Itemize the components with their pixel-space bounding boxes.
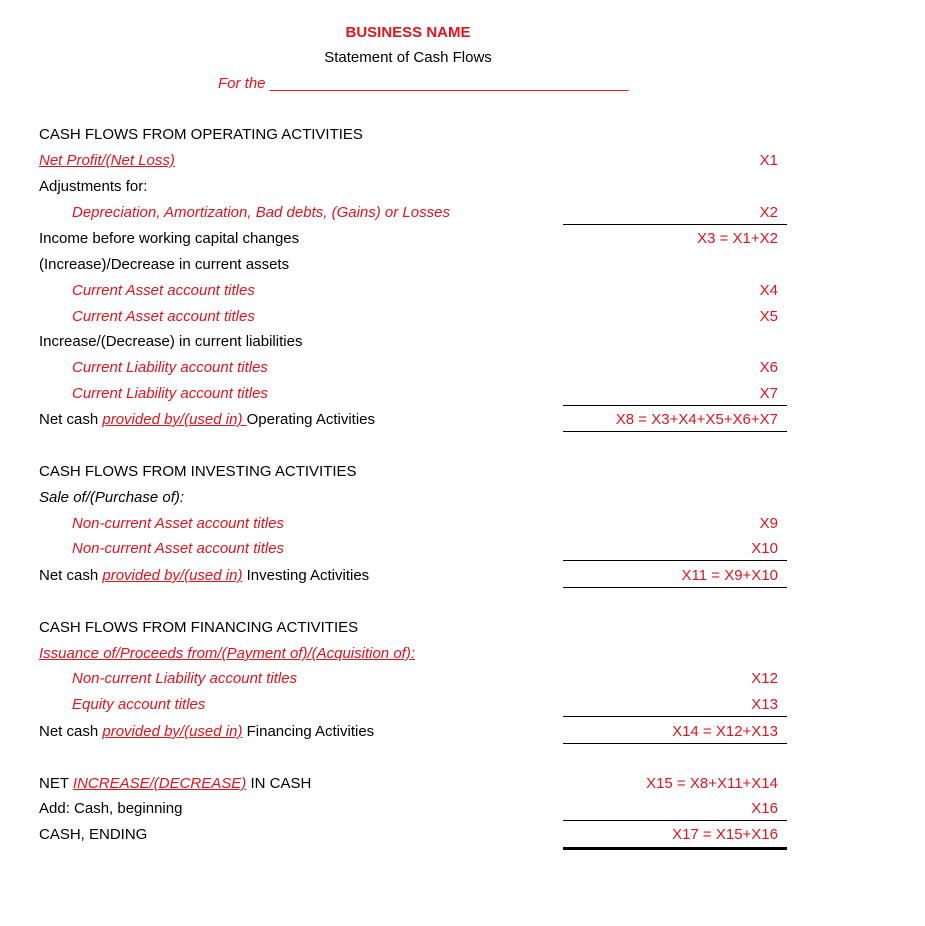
noncurrent-liability-value: X12: [751, 670, 778, 687]
financing-net-cash-label: [39, 723, 374, 741]
net-increase-decrease: INCREASE/(DECREASE): [72, 775, 247, 792]
cash-ending-value: X17 = X15+X16: [672, 826, 778, 843]
statement-title: Statement of Cash Flows: [324, 49, 492, 66]
depreciation-label: Depreciation, Amortization, Bad debts, (Gains) or Losses: [72, 204, 450, 221]
financing-net-cash-value: X14 = X12+X13: [672, 723, 778, 740]
net-increase-suffix: IN CASH: [246, 775, 312, 792]
total-rule: [563, 743, 787, 744]
noncurrent-asset-label: Non-current Asset account titles: [72, 515, 285, 532]
net-cash-prefix: Net cash: [39, 567, 103, 584]
net-cash-suffix: Financing Activities: [242, 723, 375, 740]
current-liability-label: Current Liability account titles: [72, 385, 268, 402]
subtotal-rule: [563, 560, 787, 561]
noncurrent-liability-label: Non-current Liability account titles: [72, 670, 298, 687]
current-assets-heading: (Increase)/Decrease in current assets: [39, 256, 290, 273]
cash-beginning-label: Add: Cash, beginning: [39, 800, 183, 817]
current-asset-value: X4: [759, 282, 778, 299]
net-cash-suffix: Operating Activities: [246, 411, 376, 428]
net-cash-provided-used: provided by/(used in): [102, 723, 243, 740]
current-asset-value: X5: [759, 308, 778, 325]
equity-label: Equity account titles: [72, 696, 206, 713]
period-blank: ___________________________________________: [269, 75, 629, 92]
cash-beginning-value: X16: [751, 800, 778, 817]
investing-heading: CASH FLOWS FROM INVESTING ACTIVITIES: [39, 463, 357, 480]
investing-net-cash-value: X11 = X9+X10: [681, 567, 778, 584]
financing-heading: CASH FLOWS FROM FINANCING ACTIVITIES: [39, 619, 359, 636]
net-profit-value: X1: [759, 152, 778, 169]
net-profit-label: Net Profit/(Net Loss): [39, 152, 175, 169]
subtotal-rule: [563, 405, 787, 406]
subtotal-rule: [563, 224, 787, 225]
period-line: [218, 75, 628, 93]
net-increase-label: [39, 775, 311, 793]
noncurrent-asset-value: X10: [751, 540, 778, 557]
equity-value: X13: [751, 696, 778, 713]
current-asset-label: Current Asset account titles: [72, 282, 255, 299]
business-name: BUSINESS NAME: [345, 24, 471, 41]
depreciation-value: X2: [759, 204, 778, 221]
net-cash-provided-used: provided by/(used in): [102, 567, 243, 584]
net-increase-prefix: NET: [39, 775, 73, 792]
noncurrent-asset-label: Non-current Asset account titles: [72, 540, 285, 557]
operating-net-cash-label: [39, 411, 375, 429]
total-rule: [563, 587, 787, 588]
current-asset-label: Current Asset account titles: [72, 308, 255, 325]
net-cash-provided-used: provided by/(used in): [102, 411, 247, 428]
period-prefix: For the: [218, 75, 266, 92]
grand-total-rule: [563, 847, 787, 850]
net-cash-suffix: Investing Activities: [242, 567, 370, 584]
net-increase-value: X15 = X8+X11+X14: [646, 775, 778, 792]
current-liability-label: Current Liability account titles: [72, 359, 268, 376]
issuance-label: Issuance of/Proceeds from/(Payment of)/(Acquisition of):: [39, 645, 415, 662]
current-liability-value: X6: [759, 359, 778, 376]
operating-heading: CASH FLOWS FROM OPERATING ACTIVITIES: [39, 126, 363, 143]
total-rule: [563, 431, 787, 432]
net-cash-prefix: Net cash: [39, 411, 103, 428]
current-liabilities-heading: Increase/(Decrease) in current liabilities: [39, 333, 303, 350]
adjustments-label: Adjustments for:: [39, 178, 148, 195]
sale-purchase-label: Sale of/(Purchase of):: [39, 489, 185, 506]
subtotal-rule: [563, 716, 787, 717]
subtotal-rule: [563, 820, 787, 821]
income-before-value: X3 = X1+X2: [697, 230, 778, 247]
operating-net-cash-value: X8 = X3+X4+X5+X6+X7: [615, 411, 778, 428]
current-liability-value: X7: [759, 385, 778, 402]
net-cash-prefix: Net cash: [39, 723, 103, 740]
cash-ending-label: CASH, ENDING: [39, 826, 148, 843]
investing-net-cash-label: [39, 567, 369, 585]
income-before-label: Income before working capital changes: [39, 230, 300, 247]
noncurrent-asset-value: X9: [759, 515, 778, 532]
